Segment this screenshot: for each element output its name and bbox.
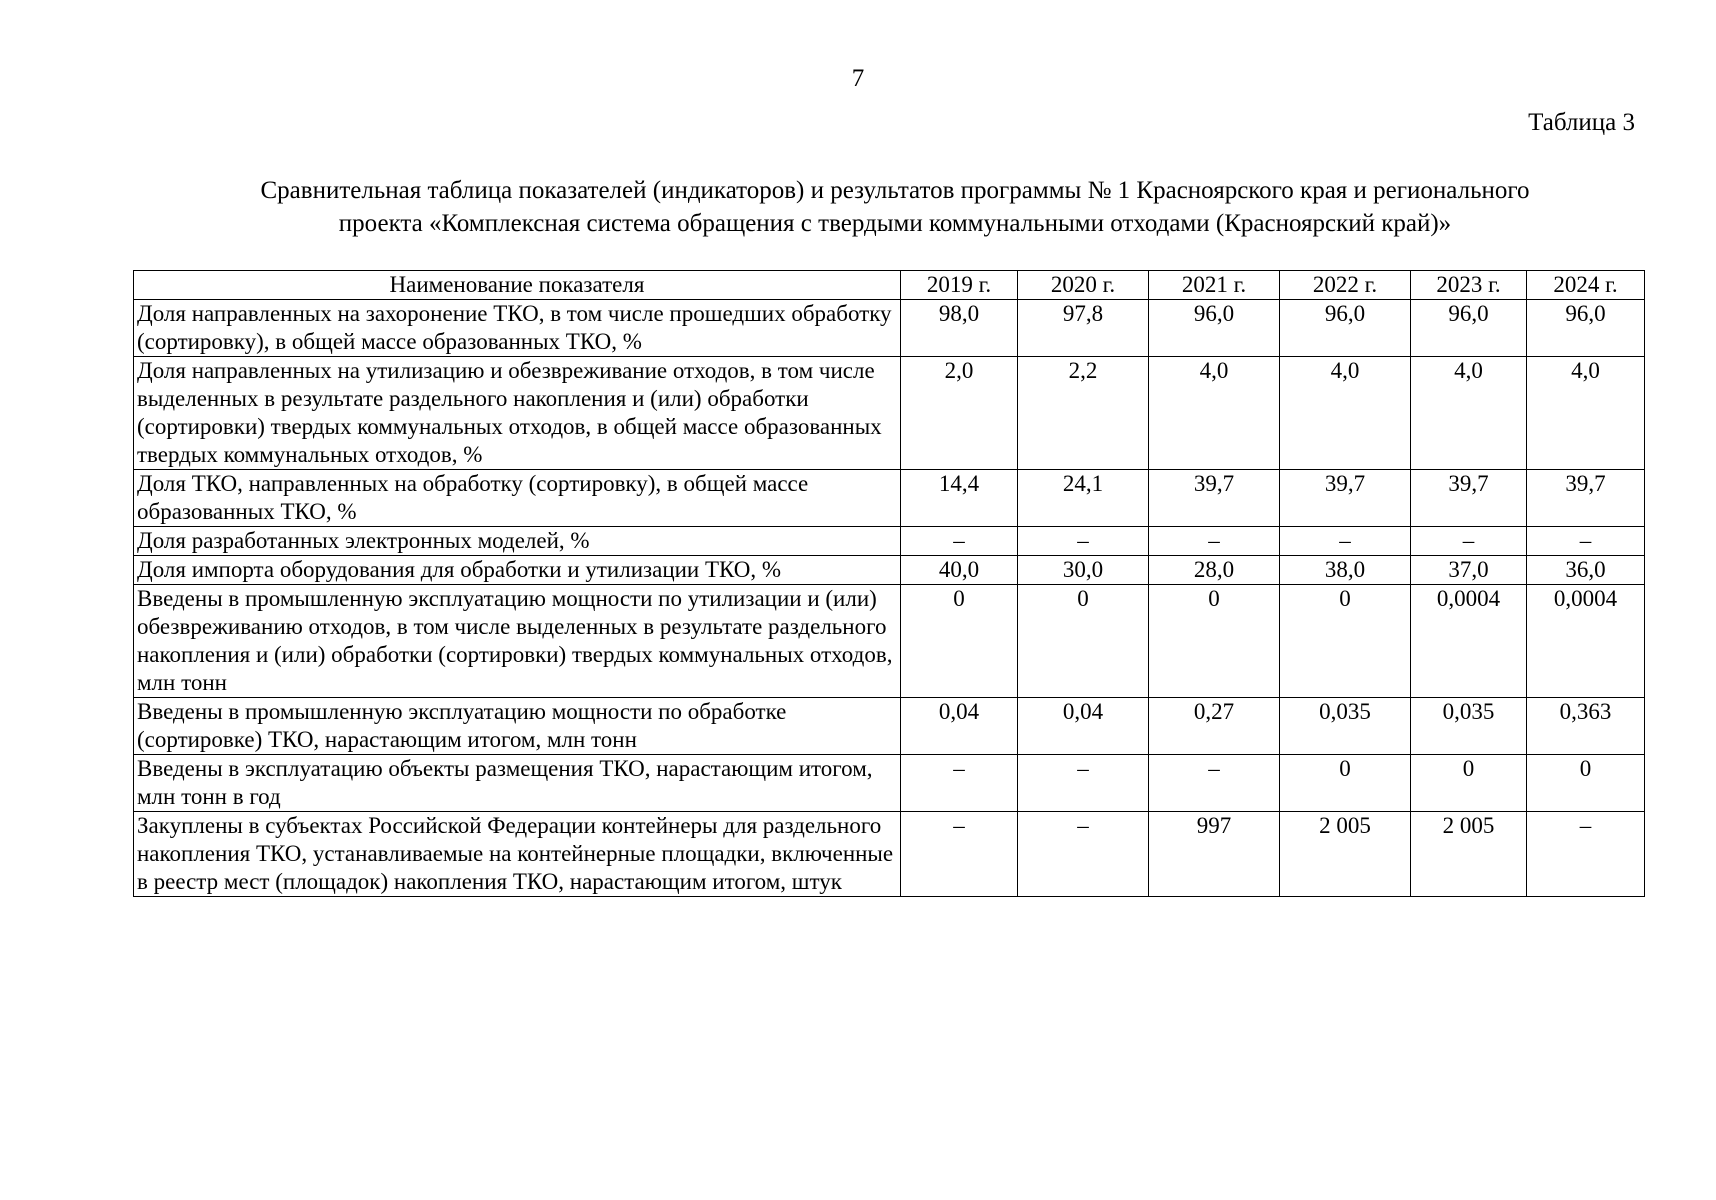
value-2023: 39,7 bbox=[1411, 470, 1527, 527]
value-2024: 0,0004 bbox=[1527, 585, 1645, 698]
header-indicator-name: Наименование показателя bbox=[134, 271, 901, 300]
value-2024: 36,0 bbox=[1527, 556, 1645, 585]
table-row bbox=[134, 300, 1645, 357]
value-2021: 39,7 bbox=[1149, 470, 1280, 527]
table-row bbox=[134, 470, 1645, 527]
value-2024: 0,363 bbox=[1527, 698, 1645, 755]
value-2024: 96,0 bbox=[1527, 300, 1645, 357]
value-2021: 997 bbox=[1149, 812, 1280, 897]
indicator-name: Доля разработанных электронных моделей, % bbox=[134, 527, 901, 556]
value-2022: – bbox=[1280, 527, 1411, 556]
value-2019: 0 bbox=[901, 585, 1018, 698]
value-2020: – bbox=[1018, 812, 1149, 897]
value-2022: 4,0 bbox=[1280, 357, 1411, 470]
value-2023: 37,0 bbox=[1411, 556, 1527, 585]
value-2021: 28,0 bbox=[1149, 556, 1280, 585]
value-2021: – bbox=[1149, 755, 1280, 812]
value-2024: 4,0 bbox=[1527, 357, 1645, 470]
value-2020: – bbox=[1018, 527, 1149, 556]
value-2023: 0,0004 bbox=[1411, 585, 1527, 698]
indicator-name: Доля ТКО, направленных на обработку (сортировку), в общей массе образованных ТКО, % bbox=[134, 470, 901, 527]
table-row bbox=[134, 527, 1645, 556]
value-2019: 40,0 bbox=[901, 556, 1018, 585]
value-2021: 4,0 bbox=[1149, 357, 1280, 470]
document-title-line-1: Сравнительная таблица показателей (индикаторов) и результатов программы № 1 Красноярского края и регионального bbox=[260, 177, 1530, 204]
header-year-2024: 2024 г. bbox=[1527, 271, 1645, 300]
value-2020: 0 bbox=[1018, 585, 1149, 698]
value-2019: – bbox=[901, 812, 1018, 897]
value-2020: 97,8 bbox=[1018, 300, 1149, 357]
value-2020: 30,0 bbox=[1018, 556, 1149, 585]
value-2023: 0,035 bbox=[1411, 698, 1527, 755]
value-2024: – bbox=[1527, 812, 1645, 897]
indicator-name: Закуплены в субъектах Российской Федерации контейнеры для раздельного накопления ТКО, устанавливаемые на контейнерные площадки, включенные в реестр мест (площадок) накопления ТКО, нарастающим итогом, штук bbox=[134, 812, 901, 897]
value-2023: 96,0 bbox=[1411, 300, 1527, 357]
value-2022: 39,7 bbox=[1280, 470, 1411, 527]
value-2022: 96,0 bbox=[1280, 300, 1411, 357]
value-2021: 0 bbox=[1149, 585, 1280, 698]
indicator-name: Введены в промышленную эксплуатацию мощности по утилизации и (или) обезвреживанию отходов, в том числе выделенных в результате раздельного накопления и (или) обработки (сортировки) твердых коммунальных отходов, млн тонн bbox=[134, 585, 901, 698]
value-2024: 0 bbox=[1527, 755, 1645, 812]
indicator-name: Доля направленных на утилизацию и обезвреживание отходов, в том числе выделенных в результате раздельного накопления и (или) обработки (сортировки) твердых коммунальных отходов, в общей массе образованных твердых коммунальных отходов, % bbox=[134, 357, 901, 470]
value-2023: – bbox=[1411, 527, 1527, 556]
value-2023: 2 005 bbox=[1411, 812, 1527, 897]
table-row bbox=[134, 698, 1645, 755]
value-2024: – bbox=[1527, 527, 1645, 556]
value-2020: 24,1 bbox=[1018, 470, 1149, 527]
header-year-2023: 2023 г. bbox=[1411, 271, 1527, 300]
value-2019: – bbox=[901, 755, 1018, 812]
value-2023: 4,0 bbox=[1411, 357, 1527, 470]
value-2021: 96,0 bbox=[1149, 300, 1280, 357]
table-row bbox=[134, 755, 1645, 812]
value-2023: 0 bbox=[1411, 755, 1527, 812]
table-label: Таблица 3 bbox=[1528, 109, 1635, 136]
page-number: 7 bbox=[851, 65, 865, 92]
indicator-name: Введены в эксплуатацию объекты размещения ТКО, нарастающим итогом, млн тонн в год bbox=[134, 755, 901, 812]
value-2022: 0,035 bbox=[1280, 698, 1411, 755]
value-2021: 0,27 bbox=[1149, 698, 1280, 755]
value-2022: 38,0 bbox=[1280, 556, 1411, 585]
value-2019: 0,04 bbox=[901, 698, 1018, 755]
table-row bbox=[134, 585, 1645, 698]
table-row bbox=[134, 812, 1645, 897]
value-2020: 2,2 bbox=[1018, 357, 1149, 470]
value-2020: 0,04 bbox=[1018, 698, 1149, 755]
table-row bbox=[134, 357, 1645, 470]
value-2019: 98,0 bbox=[901, 300, 1018, 357]
value-2021: – bbox=[1149, 527, 1280, 556]
header-year-2020: 2020 г. bbox=[1018, 271, 1149, 300]
header-year-2022: 2022 г. bbox=[1280, 271, 1411, 300]
value-2019: – bbox=[901, 527, 1018, 556]
indicator-name: Доля направленных на захоронение ТКО, в том числе прошедших обработку (сортировку), в общей массе образованных ТКО, % bbox=[134, 300, 901, 357]
table-row bbox=[134, 556, 1645, 585]
value-2024: 39,7 bbox=[1527, 470, 1645, 527]
indicators-table bbox=[133, 270, 1645, 897]
value-2022: 2 005 bbox=[1280, 812, 1411, 897]
document-title bbox=[120, 174, 1670, 240]
document-title-line-2: проекта «Комплексная система обращения с твердыми коммунальными отходами (Красноярский край)» bbox=[338, 210, 1452, 237]
indicator-name: Введены в промышленную эксплуатацию мощности по обработке (сортировке) ТКО, нарастающим итогом, млн тонн bbox=[134, 698, 901, 755]
value-2022: 0 bbox=[1280, 755, 1411, 812]
table-header-row bbox=[134, 271, 1645, 300]
header-year-2021: 2021 г. bbox=[1149, 271, 1280, 300]
value-2022: 0 bbox=[1280, 585, 1411, 698]
header-year-2019: 2019 г. bbox=[901, 271, 1018, 300]
value-2019: 2,0 bbox=[901, 357, 1018, 470]
value-2019: 14,4 bbox=[901, 470, 1018, 527]
indicator-name: Доля импорта оборудования для обработки и утилизации ТКО, % bbox=[134, 556, 901, 585]
value-2020: – bbox=[1018, 755, 1149, 812]
